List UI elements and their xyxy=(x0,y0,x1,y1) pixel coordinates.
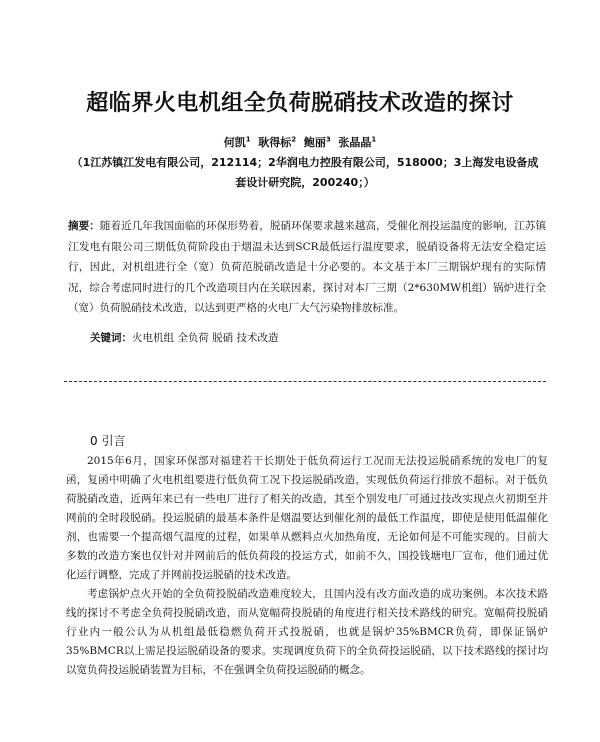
keywords-text: 火电机组 全负荷 脱硝 技术改造 xyxy=(132,332,279,344)
section-heading: 0 引言 xyxy=(90,434,126,448)
paragraph: 考虑锅炉点火开始的全负荷投脱硝改造难度较大，且国内没有改方面改造的成功案例。本次技术路线的探讨不考虑全负荷投脱硝改造，而从宽幅荷投脱硝的角度进行相关技术路线的研究。宽幅荷投脱硝行业内一般公认为从机组最低稳燃负荷开式投脱硝，也就是锅炉35%BMCR负荷，即保证锅炉35%BMCR以上需足投运脱硝设备的要求。实现调度负荷下的全负荷投运脱硝，以下技术路线的探讨均以宽负荷投运脱硝装置为目标，不在强调全负荷投运脱硝的概念。 xyxy=(66,588,548,676)
author-list xyxy=(0,134,600,150)
author-name: 张晶晶 xyxy=(338,136,372,149)
author-affiliation-mark: 3 xyxy=(325,135,331,144)
abstract-label: 摘要： xyxy=(68,220,100,232)
abstract xyxy=(68,216,546,319)
author-affiliation-mark: 1 xyxy=(245,135,251,144)
section-body xyxy=(66,452,548,680)
keywords xyxy=(90,330,279,345)
affiliations: （1江苏镇江发电有限公司，212114；2华润电力控股有限公司，518000；3上海发电设备成套设计研究院，200240；） xyxy=(71,156,539,189)
abstract-text: 随着近几年我国面临的环保形势着，脱硝环保要求越来越高，受催化剂投运温度的影响，江苏镇江发电有限公司三期低负荷阶段由于烟温未达到SCR最低运行温度要求，脱硝设备将无法安全稳定运行，因此，对机组进行全（宽）负荷范脱硝改造是十分必要的。本文基于本厂三期锅炉现有的实际情况，综合考虑同时进行的几个改造项目内在关联因素，探讨对本厂三期（2*630MW机组）锅炉进行全（宽）负荷脱硝技术改造，以达到更严格的火电厂大气污染物排放标准。 xyxy=(68,220,546,314)
author-name: 耿得标 xyxy=(258,136,292,149)
paragraph: 2015年6月，国家环保部对福建若干长期处于低负荷运行工况而无法投运脱硝系统的发电厂的复函，复函中明确了火电机组要进行低负荷工况下投运脱硝改造，实现低负荷运行排放不超标。对于低负荷脱硝改造，近两年来已有一些电厂进行了相关的改造，其至个别发电厂可通过技改实现点火初期至并网前的全时段脱硝。投运脱硝的最基本条件是烟温要达到催化剂的最低工作温度，即使是使用低温催化剂，也需要一个提高烟气温度的过程，如果单从燃料点火加热角度，无论如何是不可能实现的。目前大多数的改造方案也仅针对并网前后的低负荷段的投运方式，如前不久，国投钱塘电厂宣布，他们通过优化运行调整，完成了并网前投运脱硝的技术改造。 xyxy=(66,455,548,581)
author-affiliation-mark: 2 xyxy=(291,135,297,144)
author-name: 何凯 xyxy=(223,136,246,149)
paper-title: 超临界火电机组全负荷脱硝技术改造的探讨 xyxy=(86,91,514,116)
author-affiliation-mark: 1 xyxy=(371,135,377,144)
keywords-label: 关键词： xyxy=(90,332,132,344)
section-divider xyxy=(64,381,546,382)
author-name: 鲍丽 xyxy=(303,136,326,149)
